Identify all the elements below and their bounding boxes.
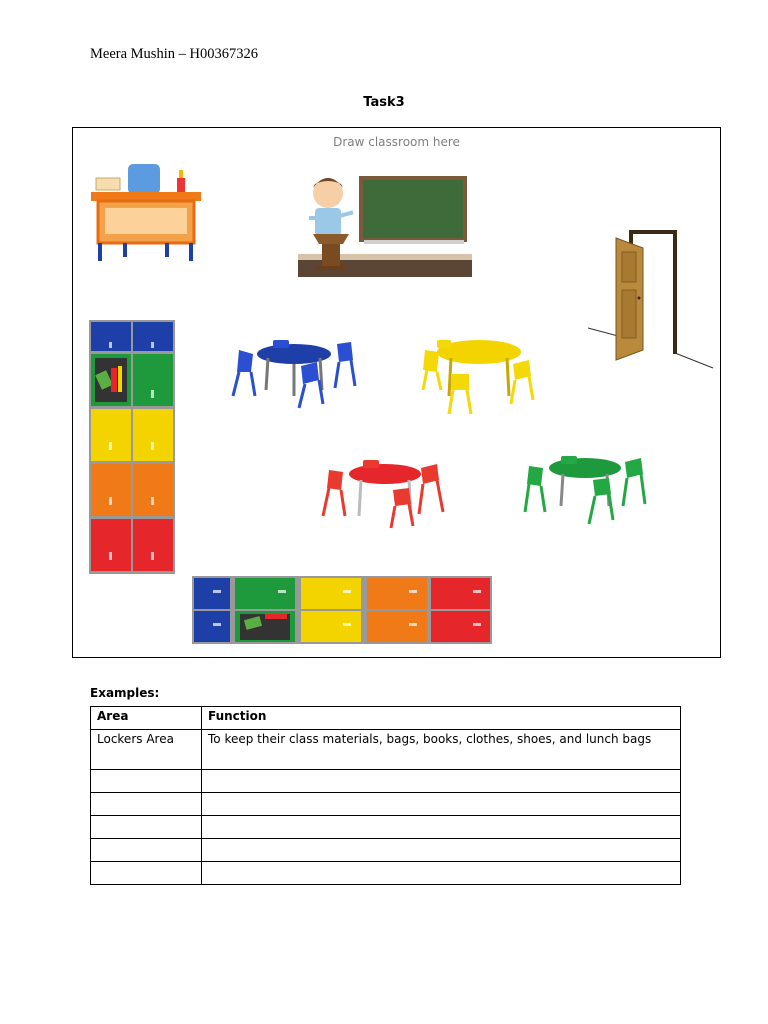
- area-cell[interactable]: [91, 862, 202, 885]
- table-row: [91, 793, 681, 816]
- area-cell[interactable]: Lockers Area: [91, 730, 202, 770]
- table-row: [91, 730, 681, 770]
- canvas-caption: Draw classroom here: [333, 135, 460, 149]
- open-door-icon: [588, 230, 713, 368]
- function-cell[interactable]: [202, 862, 681, 885]
- table-row: [91, 770, 681, 793]
- examples-label: Examples:: [90, 686, 160, 700]
- area-cell[interactable]: [91, 816, 202, 839]
- yellow-table-icon: [423, 340, 533, 414]
- red-table-icon: [323, 460, 443, 528]
- area-cell[interactable]: [91, 770, 202, 793]
- column-header-area: Area: [91, 707, 202, 730]
- vertical-lockers-icon: [89, 320, 175, 574]
- function-cell[interactable]: [202, 770, 681, 793]
- area-cell[interactable]: [91, 793, 202, 816]
- table-row: [91, 839, 681, 862]
- table-header-row: [91, 707, 681, 730]
- table-row: [91, 816, 681, 839]
- teacher-at-blackboard-icon: [298, 176, 472, 277]
- area-cell[interactable]: [91, 839, 202, 862]
- horizontal-lockers-icon: [192, 576, 492, 644]
- table-row: [91, 862, 681, 885]
- task-title: Task3: [363, 95, 405, 110]
- author-line: Meera Mushin – H00367326: [90, 46, 258, 62]
- areas-table: [90, 706, 681, 885]
- blue-table-icon: [233, 340, 355, 408]
- function-cell[interactable]: [202, 839, 681, 862]
- classroom-drawing-area[interactable]: [72, 127, 721, 658]
- classroom-illustration: [73, 128, 720, 657]
- function-cell[interactable]: [202, 816, 681, 839]
- green-table-icon: [525, 456, 645, 524]
- teacher-desk-icon: [91, 164, 201, 261]
- function-cell[interactable]: [202, 793, 681, 816]
- column-header-function: Function: [202, 707, 681, 730]
- function-cell[interactable]: To keep their class materials, bags, books, clothes, shoes, and lunch bags: [202, 730, 681, 770]
